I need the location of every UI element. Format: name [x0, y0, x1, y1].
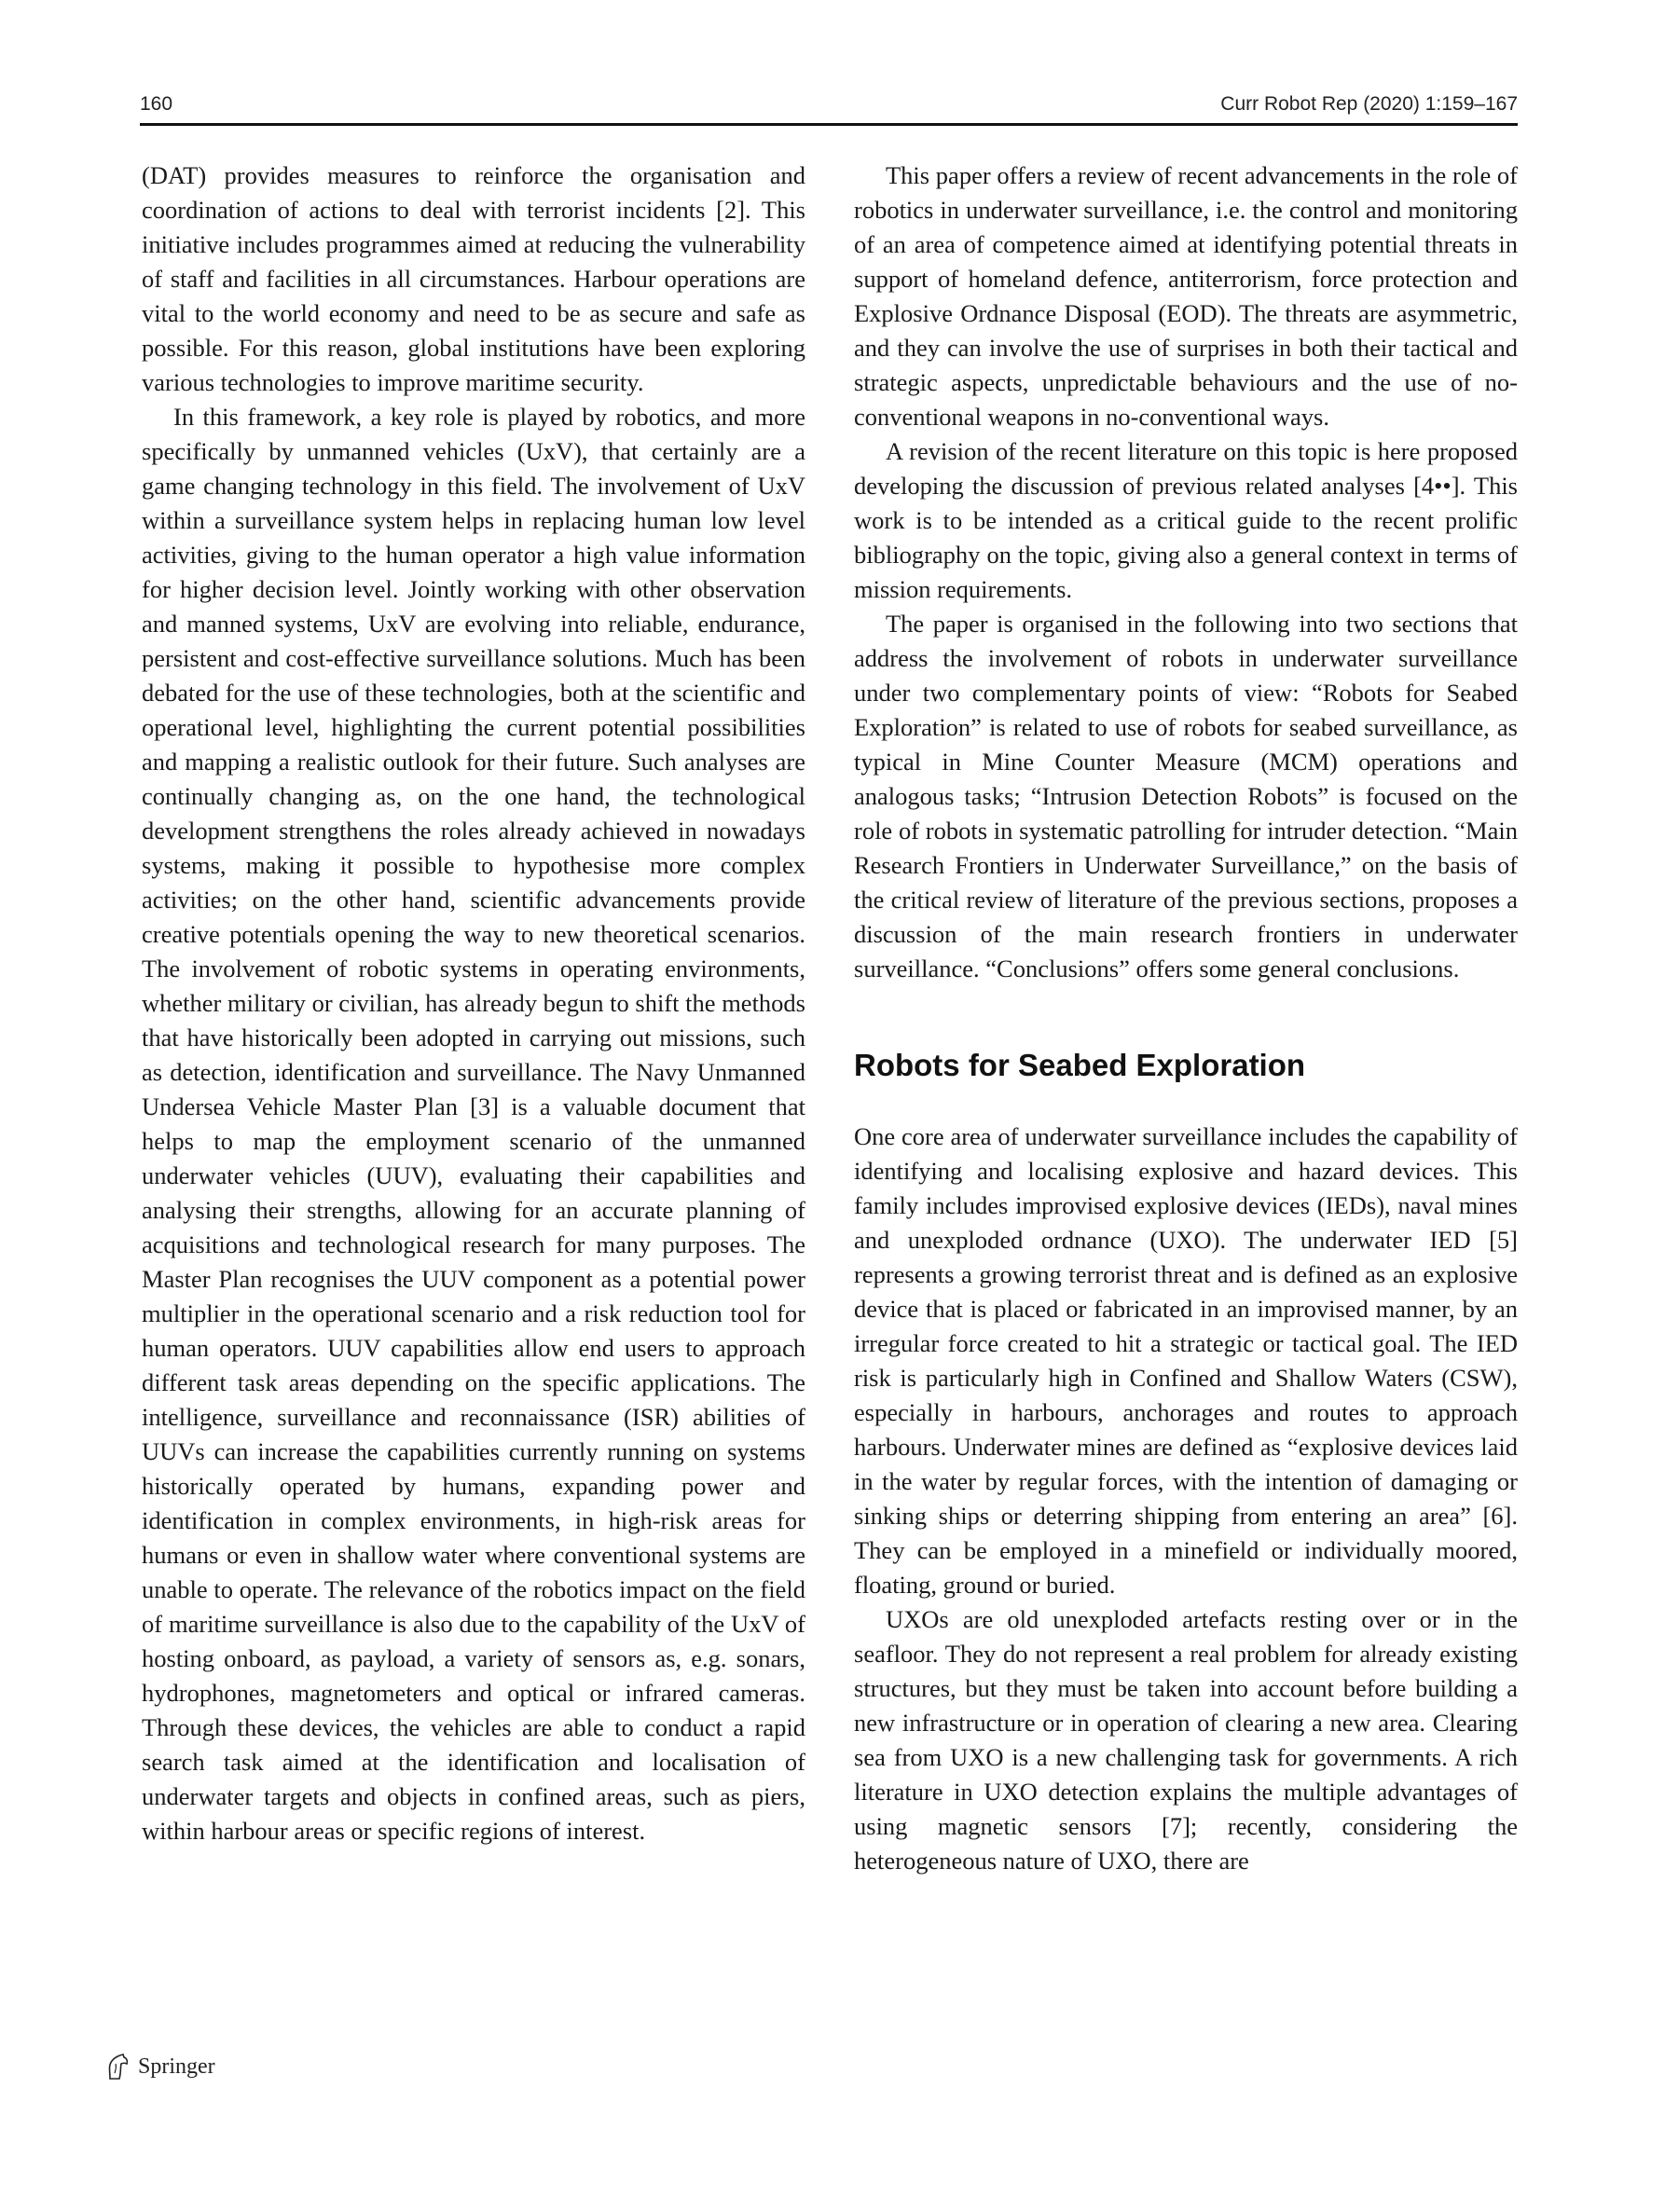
- right-column: [854, 158, 1518, 1878]
- section-heading: Robots for Seabed Exploration: [854, 1048, 1306, 1082]
- left-column: [142, 158, 805, 1848]
- paragraph: One core area of underwater surveillance includes the capability of identifying and localising explosive and hazard devices. This family includes improvised explosive devices (IEDs), naval mines and unexploded ordnance (UXO). The underwater IED [5] represents a growing terrorist threat and is defined as an explosive device that is placed or fabricated in an improvised manner, by an irregular force created to hit a strategic or tactical goal. The IED risk is particularly high in Confined and Shallow Waters (CSW), especially in harbours, anchorages and routes to approach harbours. Underwater mines are defined as “explosive devices laid in the water by regular forces, with the intention of damaging or sinking ships or deterring shipping from entering an area” [6]. They can be employed in a minefield or individually moored, floating, ground or buried.: [854, 1122, 1518, 1599]
- paragraph: A revision of the recent literature on this topic is here proposed developing the discussion of previous related analyses [4••]. This work is to be intended as a critical guide to the recent prolific bibliography on the topic, giving also a general context in terms of mission requirements.: [854, 437, 1518, 603]
- paragraph: UXOs are old unexploded artefacts resting over or in the seafloor. They do not represent a real problem for already existing structures, but they must be taken into account before building a new infrastructure or in operation of clearing a new area. Clearing sea from UXO is a new challenging task for governments. A rich literature in UXO detection explains the multiple advantages of using magnetic sensors [7]; recently, considering the heterogeneous nature of UXO, there are: [854, 1605, 1518, 1875]
- header-rule: [140, 123, 1518, 126]
- paragraph: In this framework, a key role is played by robotics, and more specifically by unmanned vehicles (UxV), that certainly are a game changing technology in this field. The involvement of UxV within a surveillance system helps in replacing human low level activities, giving to the human operator a high value information for higher decision level. Jointly working with other observation and manned systems, UxV are evolving into reliable, endurance, persistent and cost-effective surveillance solutions. Much has been debated for the use of these technologies, both at the scientific and operational level, highlighting the current potential possibilities and mapping a realistic outlook for their future. Such analyses are continually changing as, on the one hand, the technological development strengthens the roles already achieved in nowadays systems, making it possible to hypothesise more complex activities; on the other hand, scientific advancements provide creative potentials opening the way to new theoretical scenarios. The involvement of robotic systems in operating environments, whether military or civilian, has already begun to shift the methods that have historically been adopted in carrying out missions, such as detection, identification and surveillance. The Navy Unmanned Undersea Vehicle Master Plan [3] is a valuable document that helps to map the employment scenario of the unmanned underwater vehicles (UUV), evaluating their capabilities and analysing their strengths, allowing for an accurate planning of acquisitions and technological research for many purposes. The Master Plan recognises the UUV component as a potential power multiplier in the operational scenario and a risk reduction tool for human operators. UUV capabilities allow end users to approach different task areas depending on the specific applications. The intelligence, surveillance and reconnaissance (ISR) abilities of UUVs can increase the capabilities currently running on systems historically operated by humans, expanding power and identification in complex environments, in high-risk areas for humans or even in shallow water where conventional systems are unable to operate. The relevance of the robotics impact on the field of maritime surveillance is also due to the capability of the UxV of hosting onboard, as payload, a variety of sensors as, e.g. sonars, hydrophones, magnetometers and optical or infrared cameras. Through these devices, the vehicles are able to conduct a rapid search task aimed at the identification and localisation of underwater targets and objects in confined areas, such as piers, within harbour areas or specific regions of interest.: [142, 403, 805, 1845]
- publisher-name: Springer: [138, 2054, 215, 2079]
- paragraph: This paper offers a review of recent advancements in the role of robotics in underwater surveillance, i.e. the control and monitoring of an area of competence aimed at identifying potential threats in support of homeland defence, antiterrorism, force protection and Explosive Ordnance Disposal (EOD). The threats are asymmetric, and they can involve the use of surprises in both their tactical and strategic aspects, unpredictable behaviours and the use of no-conventional weapons in no-conventional ways.: [854, 161, 1518, 431]
- page-number: 160: [140, 93, 173, 115]
- paragraph: (DAT) provides measures to reinforce the organisation and coordination of actions to deal with terrorist incidents [2]. This initiative includes programmes aimed at reducing the vulnerability of staff and facilities in all circumstances. Harbour operations are vital to the world economy and need to be as secure and safe as possible. For this reason, global institutions have been exploring various technologies to improve maritime security.: [142, 161, 805, 396]
- journal-reference: Curr Robot Rep (2020) 1:159–167: [1220, 93, 1518, 115]
- paragraph: The paper is organised in the following into two sections that address the involvement of robots in underwater surveillance under two complementary points of view: “Robots for Seabed Exploration” is related to use of robots for seabed surveillance, as typical in Mine Counter Measure (MCM) operations and analogous tasks; “Intrusion Detection Robots” is focused on the role of robots in systematic patrolling for intruder detection. “Main Research Frontiers in Underwater Surveillance,” on the basis of the critical review of literature of the previous sections, proposes a discussion of the main research frontiers in underwater surveillance. “Conclusions” offers some general conclusions.: [854, 610, 1518, 982]
- running-header: [140, 93, 1518, 121]
- publisher-footer: [104, 2050, 215, 2083]
- springer-horse-icon: [104, 2053, 131, 2081]
